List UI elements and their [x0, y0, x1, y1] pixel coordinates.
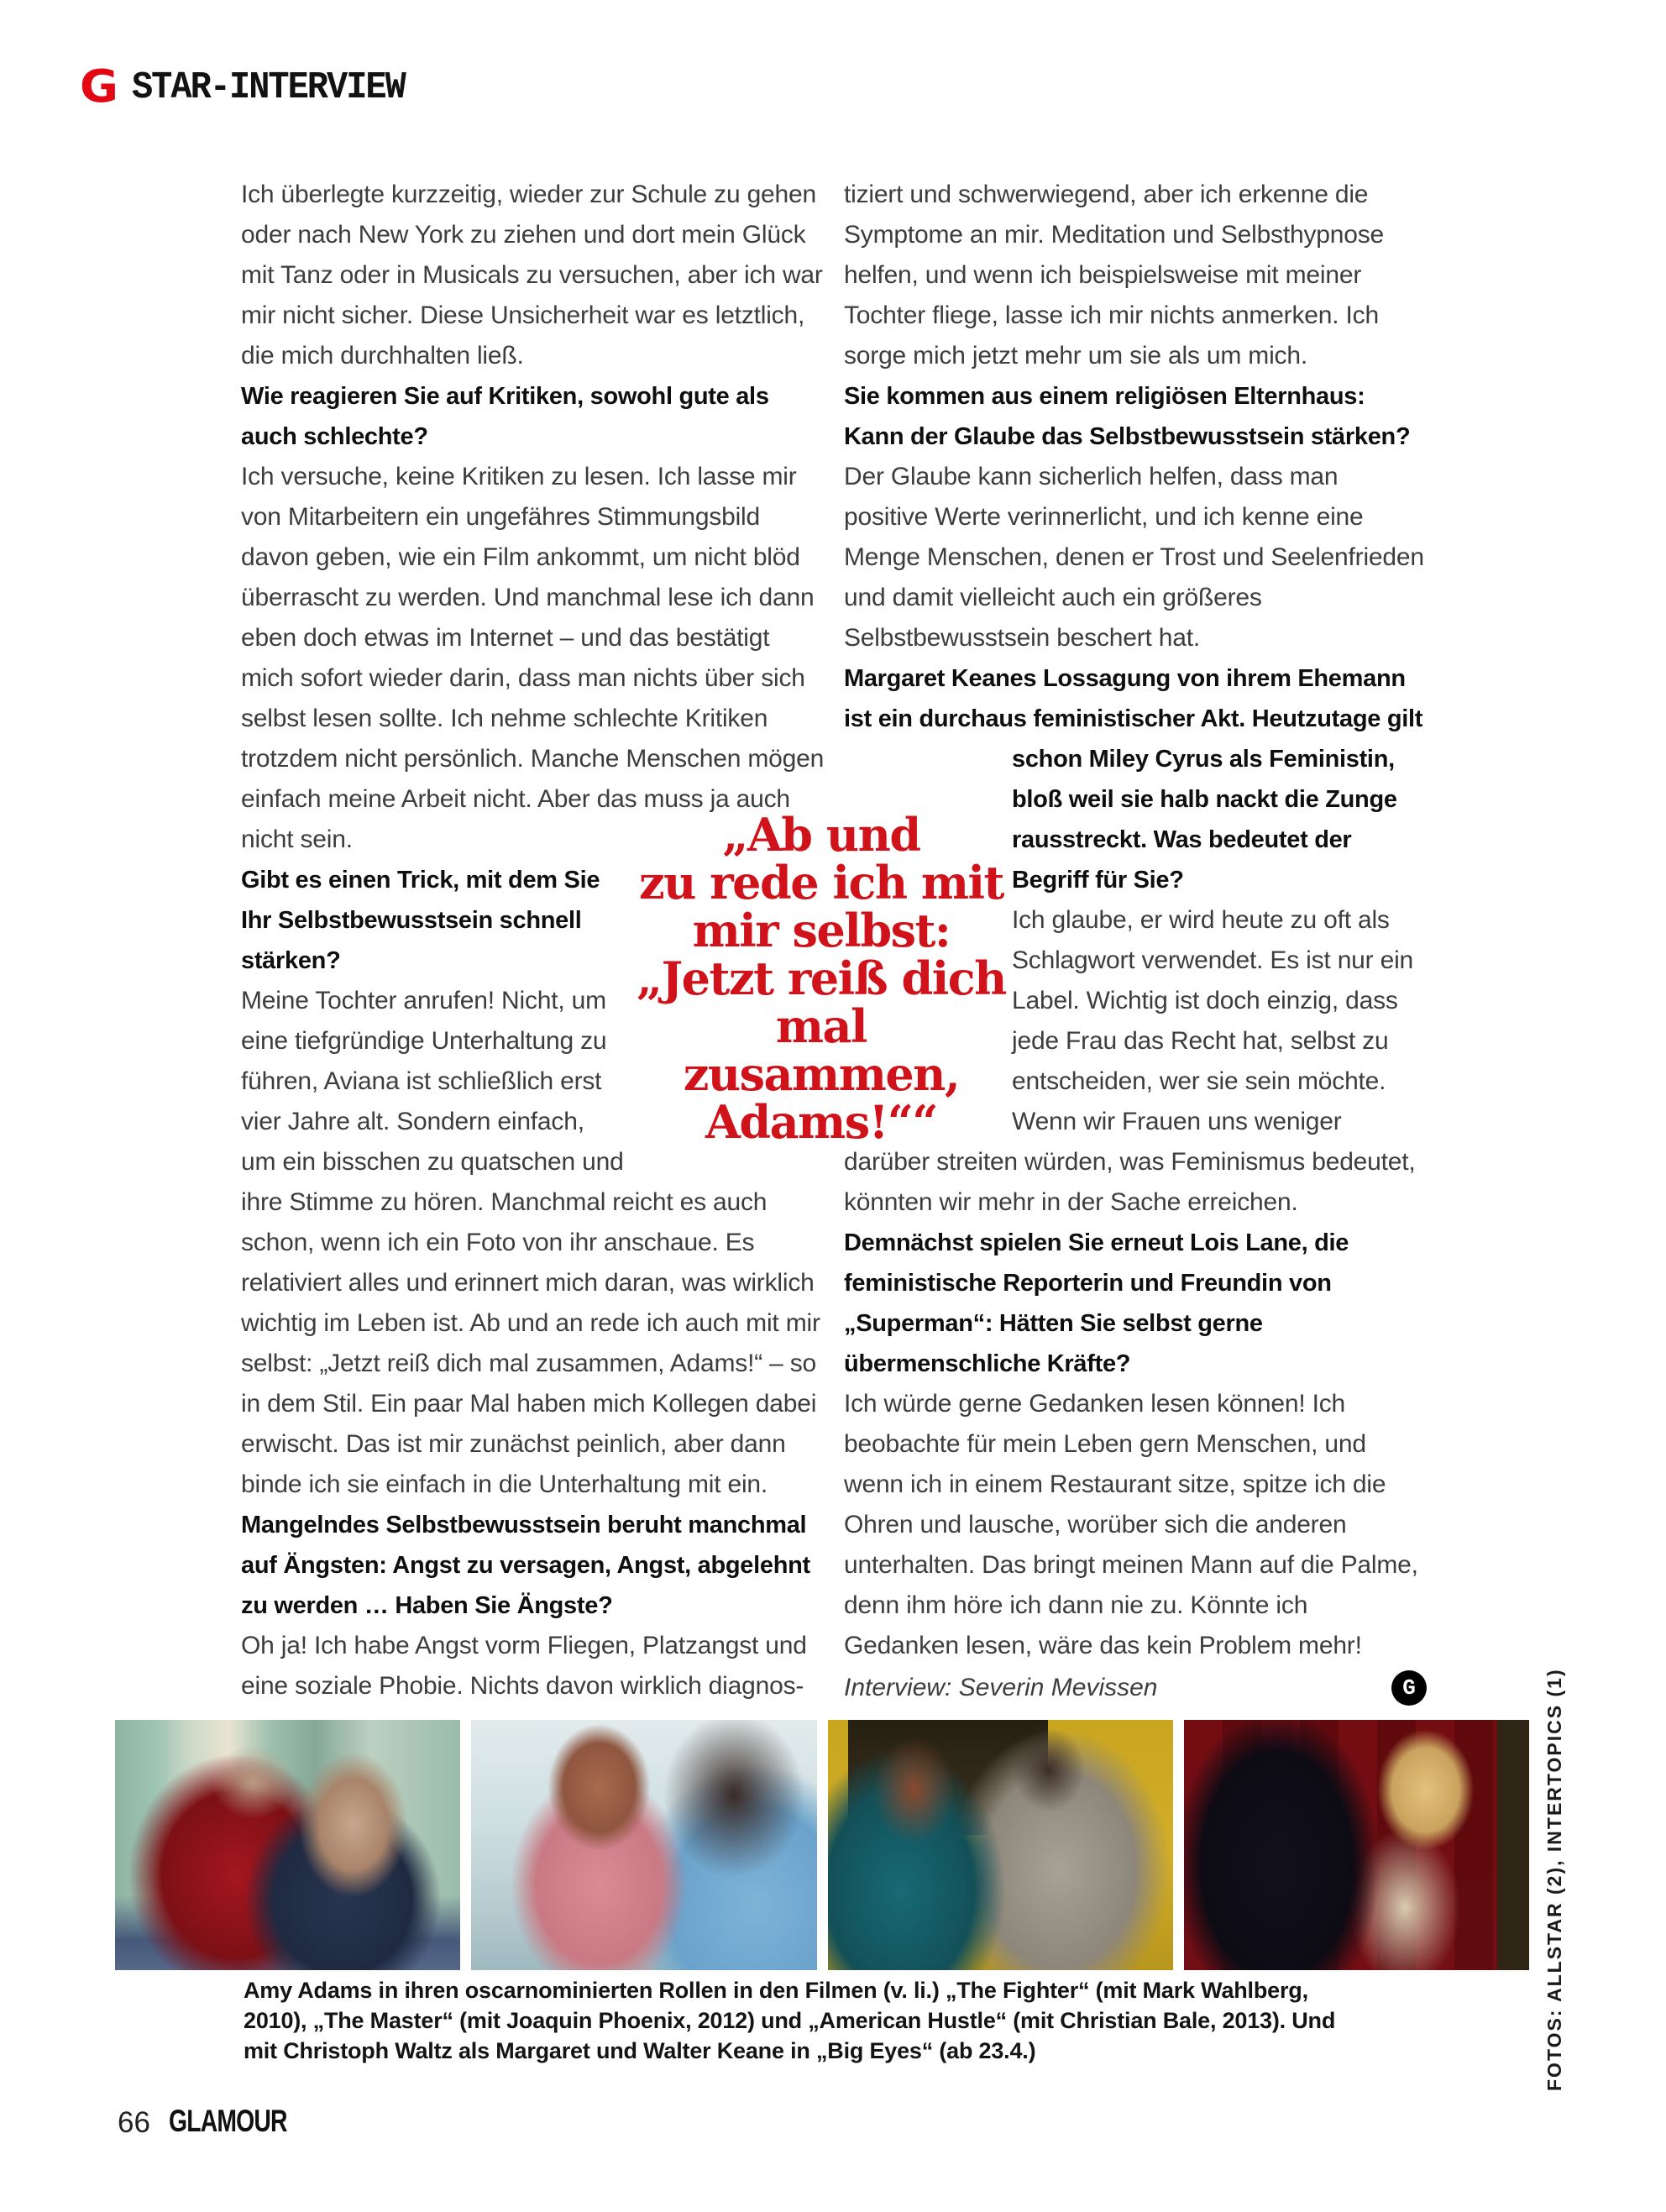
photo-the-master: [471, 1720, 816, 1970]
question-paragraph: Mangelndes Selbstbewusstsein beruht manchmal auf Ängsten: Angst zu versagen, Angst, abgelehnt zu werden … Haben Sie Ängste?: [241, 1512, 810, 1619]
question-text-after-wrap: Feministin, bloß weil sie halb nackt die Zunge rausstreckt. Was bedeutet der Begriff für Sie?: [1012, 746, 1397, 894]
question-paragraph: Wie reagieren Sie auf Kritiken, sowohl gute als auch schlechte?: [241, 383, 769, 450]
byline-row: [844, 1668, 1427, 1708]
answer-paragraph: Meine Tochter anrufen! Nicht, um eine tiefgründige Unterhaltung zu führen, Aviana ist schließlich erst vier Jahre alt. Sondern einfach, um ein bisschen zu quatschen und ihre Stimme zu hören. Manchmal reicht es auch schon, wenn ich ein Foto von ihr anschaue. Es relativiert alles und erinnert mich daran, was wirklich wichtig im Leben ist. Ab und an rede ich auch mit mir selbst: „Jetzt reiß dich mal zusammen, Adams!“ – so in dem Stil. Ein paar Mal haben mich Kollegen dabei erwischt. Das ist mir zunächst peinlich, aber dann binde ich sie einfach in die Unterhaltung mit ein.: [241, 987, 820, 1498]
page-footer: [118, 2103, 306, 2140]
answer-paragraph: Ich versuche, keine Kritiken zu lesen. Ich lasse mir von Mitarbeitern ein ungefähres Stimmungsbild davon geben, wie ein Film ankommt, um nicht blöd überrascht zu werden. Und manchmal lese ich dann eben doch etwas im Internet – und das bestätigt mich sofort wieder darin, dass man nichts über sich selbst lesen sollte. Ich nehme schlechte Kritiken trotzdem nicht persönlich. Manche Menschen mögen einfach meine Arbeit nicht. Aber das muss ja auch nicht sein.: [241, 463, 825, 853]
pull-quote-line: Adams!““: [705, 1095, 937, 1149]
pull-quote-line: mir selbst:: [692, 904, 951, 957]
pull-quote-line: „Ab und: [722, 808, 920, 862]
pull-quote-line: „Jetzt reiß dich: [637, 951, 1006, 1005]
glamour-end-badge-icon: G: [1391, 1670, 1427, 1706]
answer-paragraph: Ich glaube, er wird heute zu oft als Schlagwort verwendet. Es ist nur ein Label. Wichtig ist doch einzig, dass jede Frau das Recht hat, selbst zu entscheiden, wer sie sein möchte. Wenn wir Frauen uns weniger darüber streiten würden, was Feminismus bedeutet, könnten wir mehr in der Sache erreichen.: [844, 906, 1416, 1216]
photo-credit: FOTOS: ALLSTAR (2), INTERTOPICS (1): [1543, 1668, 1565, 2091]
photo-caption: Amy Adams in ihren oscarnominierten Rollen in den Filmen (v. li.) „The Fighter“ (mit Mark Wahlberg, 2010), „The Master“ (mit Joaquin Phoenix, 2012) und „American Hustle“ (mit Christian Bale, 2013). Und mit Christoph Waltz als Margaret und Walter Keane in „Big Eyes“ (ab 23.4.): [244, 1978, 1336, 2063]
answer-paragraph: Der Glaube kann sicherlich helfen, dass man positive Werte verinnerlicht, und ich kenne eine Menge Menschen, denen er Trost und Seelenfrieden und damit vielleicht auch ein größeres Selbstbewusstsein beschert hat.: [844, 463, 1424, 652]
photo-big-eyes: [1184, 1720, 1529, 1970]
page-number: 66: [118, 2106, 150, 2139]
magazine-logo: GLAMOUR: [168, 2103, 287, 2138]
question-paragraph: Sie kommen aus einem religiösen Elternhaus: Kann der Glaube das Selbstbewusstsein stärken?: [844, 383, 1411, 450]
pull-quote-line: zu rede ich mit: [639, 856, 1003, 909]
answer-paragraph: Ich überlegte kurzzeitig, wieder zur Schule zu gehen oder nach New York zu ziehen und dort mein Glück mit Tanz oder in Musicals zu versuchen, aber ich war mir nicht sicher. Diese Unsicherheit war es letztlich, die mich durchhalten ließ.: [241, 181, 823, 370]
glamour-g-logo-icon: G: [80, 60, 118, 113]
section-title: STAR-INTERVIEW: [131, 66, 405, 109]
pull-quote-line: mal zusammen,: [683, 999, 960, 1101]
photo-the-fighter: [115, 1720, 460, 1970]
section-header: [80, 60, 405, 113]
answer-paragraph: tiziert und schwerwiegend, aber ich erkenne die Symptome an mir. Meditation und Selbsthypnose helfen, und wenn ich beispielsweise mit meiner Tochter fliege, lasse ich mir nichts anmerken. Ich sorge mich jetzt mehr um sie als um mich.: [844, 181, 1385, 370]
question-paragraph: Demnächst spielen Sie erneut Lois Lane, die feministische Reporterin und Freundin von „Superman“: Hätten Sie selbst gerne übermenschliche Kräfte?: [844, 1229, 1349, 1377]
film-still-strip: [115, 1720, 1529, 1970]
answer-paragraph: Oh ja! Ich habe Angst vorm Fliegen, Platzangst und eine soziale Phobie. Nichts davon wirklich diagnos-: [241, 1632, 807, 1700]
question-text-before-wrap: Margaret Keanes Lossagung von ihrem Ehemann ist ein durchaus feministischer Akt. Heutzutage gilt schon Miley Cyrus als: [844, 665, 1423, 773]
photo-american-hustle: [828, 1720, 1173, 1970]
pull-quote: [635, 808, 1008, 1149]
answer-paragraph: Ich würde gerne Gedanken lesen können! Ich beobachte für mein Leben gern Menschen, und wenn ich in einem Restaurant sitze, spitze ich die Ohren und lausche, worüber sich die anderen unterhalten. Das bringt meinen Mann auf die Palme, denn ihm höre ich dann nie zu. Könnte ich Gedanken lesen, wäre das kein Problem mehr!: [844, 1390, 1418, 1659]
question-paragraph: Gibt es einen Trick, mit dem Sie Ihr Selbstbewusstsein schnell stärken?: [241, 867, 600, 974]
interviewer-byline: Interview: Severin Mevissen: [844, 1674, 1158, 1701]
